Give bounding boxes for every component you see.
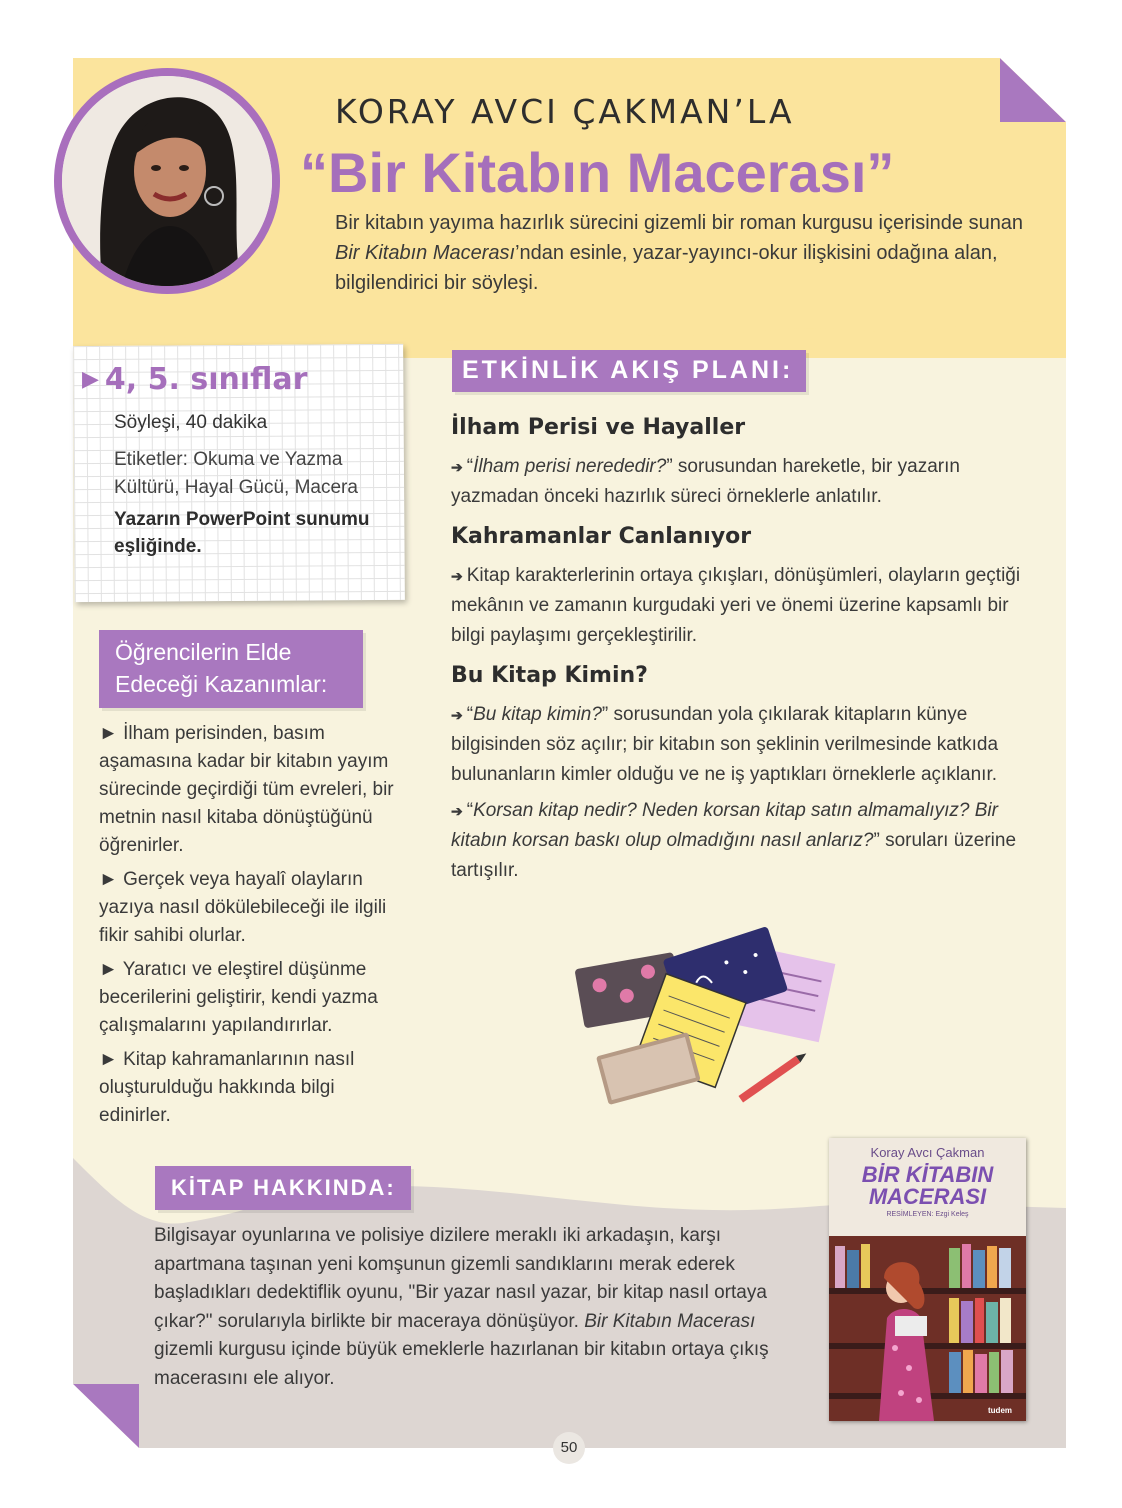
triangle-icon: ▶ [82,367,99,392]
intro-paragraph: Bir kitabın yayıma hazırlık sürecini gizemli bir roman kurgusu içerisinde sunan Bir Kitabın Macerası’ndan esinle, yazar-yayıncı-okur ilişkisini odağına alan, bilgilendirici bir söyleşi. [335,212,1024,294]
format-text: Söyleşi, 40 dakika [114,412,268,433]
section-text-ilham: ➔ “İlham perisi nerededir?” sorusundan hareketle, bir yazarın yazmadan önceki hazırlık süreci örneklerle anlatılır. [451,456,960,507]
list-item: ► Yaratıcı ve eleştirel düşünme becerilerini geliştirir, kendi yazma çalışmalarını yapılandırırlar. [99,959,378,1036]
arrow-icon: ➔ [451,459,463,475]
cover-author: Koray Avcı Çakman [870,1145,985,1160]
cover-title-line-1: BİR KİTABIN [861,1162,994,1187]
publisher-logo: tudem [988,1406,1012,1415]
presentation-note: Yazarın PowerPoint sunumu eşliğinde. [114,509,370,557]
section-text-kimin: ➔ “Bu kitap kimin?” sorusundan yola çıkılarak kitapların künye bilgisinden söz açılır; bir kitabın son şeklinin verilmesinde katkıda bulunanların kimler olduğu ve ne iş yaptıkları örneklerle açıklanır. [451,704,999,785]
book-cover [829,1138,1026,1421]
corner-fold-top-right [1000,58,1066,122]
author-portrait [54,68,280,294]
about-paragraph: Bilgisayar oyunlarına ve polisiye dizilere meraklı iki arkadaşın, karşı apartmana taşınan yeni komşunun gizemli sandıklarını merak ederek başladıkları dedektiflik oyunu, "Bir yazar nasıl yazar, bir kitap nasıl ortaya çıkar?" sorularıyla birlikte bir maceraya dönüşüyor. Bir Kitabın Macerası gizemli kurgusu içinde büyük emeklerle hazırlanan bir kitabın ortaya çıkış macerasını ele alıyor. [154,1225,769,1389]
section-title-kimin: Bu Kitap Kimin? [451,663,648,688]
outcomes-list [99,720,399,1136]
grade-label: ▶ 4, 5. sınıflar [82,362,308,397]
plan-heading: ETKİNLİK AKIŞ PLANI: [452,350,806,392]
corner-fold-bottom-left [73,1384,139,1448]
page-number: 50 [553,1432,585,1464]
about-heading: KİTAP HAKKINDA: [155,1166,411,1210]
cover-title-line-2: MACERASI [868,1184,987,1209]
books-illustration [570,925,840,1120]
arrow-icon: ➔ [451,803,463,819]
section-title-ilham: İlham Perisi ve Hayaller [451,415,746,440]
list-item: ► Kitap kahramanlarının nasıl oluşturulduğu hakkında bilgi edinirler. [99,1049,355,1126]
arrow-icon: ➔ [451,707,463,723]
arrow-icon: ➔ [451,568,463,584]
page-title: “Bir Kitabın Macerası” [300,141,895,204]
list-item: ► Gerçek veya hayalî olayların yazıya nasıl dökülebileceği ile ilgili fikir sahibi olurlar. [99,869,387,946]
cover-illustrator: RESİMLEYEN: Ezgi Keleş [886,1211,969,1218]
tags-text: Etiketler: Okuma ve Yazma Kültürü, Hayal Gücü, Macera [114,449,358,498]
list-item: ► İlham perisinden, basım aşamasına kadar bir kitabın yayım sürecinde geçirdiği tüm evreleri, bir metnin nasıl kitaba dönüştüğünü öğrenirler. [99,723,394,856]
outcomes-heading: Öğrencilerin Elde Edeceği Kazanımlar: [99,630,363,708]
section-text-korsan: ➔ “Korsan kitap nedir? Neden korsan kitap satın almamalıyız? Bir kitabın korsan baskı olup olmadığını nasıl anlarız?” soruları üzerine tartışılır. [451,800,1017,881]
header-kicker: KORAY AVCI ÇAKMAN’LA [335,92,795,131]
section-text-kahramanlar: ➔ Kitap karakterlerinin ortaya çıkışları, dönüşümleri, olayların geçtiği mekânın ve zamanın kurgudaki yeri ve önemi üzerine kapsamlı bir bilgi paylaşımı gerçekleştirilir. [451,565,1021,646]
section-title-kahramanlar: Kahramanlar Canlanıyor [451,524,752,549]
